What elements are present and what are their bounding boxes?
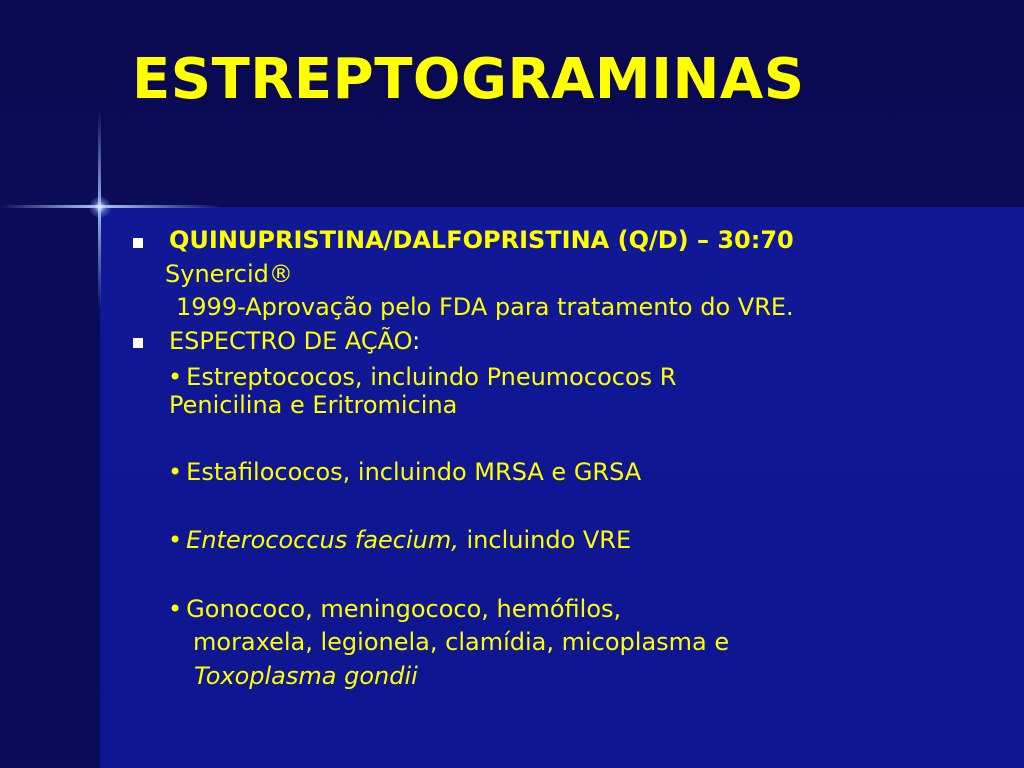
- drug-heading: QUINUPRISTINA/DALFOPRISTINA (Q/D) – 30:70: [169, 226, 794, 254]
- spectrum-heading: [169, 326, 420, 356]
- spectrum-heading-colon: :: [412, 327, 421, 355]
- bullet-dot-icon: •: [168, 526, 183, 554]
- list-item-continuation: Penicilina e Eritromicina: [169, 391, 458, 419]
- list-item-text: Estafilococos, incluindo MRSA e GRSA: [186, 458, 642, 486]
- brand-name: Synercid®: [165, 260, 293, 288]
- light-flare-star-icon: [89, 196, 111, 218]
- spectrum-heading-text: ESPECTRO DE AÇÃO: [169, 327, 413, 355]
- list-item-text: Estreptococos, incluindo Pneumococos R: [186, 363, 677, 391]
- slide-title: ESTREPTOGRAMINAS: [132, 47, 805, 112]
- square-bullet-icon: [133, 338, 143, 348]
- list-item-text: Gonococo, meningococo, hemófilos,: [186, 595, 622, 623]
- square-bullet-icon: [133, 238, 143, 248]
- left-band: [0, 207, 100, 768]
- list-item: [168, 457, 641, 487]
- bullet-dot-icon: •: [168, 595, 183, 623]
- list-item-continuation: moraxela, legionela, clamídia, micoplasma e: [193, 628, 730, 656]
- list-item-text: incluindo VRE: [458, 526, 632, 554]
- list-item: [168, 594, 621, 624]
- bullet-dot-icon: •: [168, 458, 183, 486]
- species-name: Enterococcus faecium,: [186, 526, 459, 554]
- bullet-dot-icon: •: [168, 363, 183, 391]
- approval-note: 1999-Aprovação pelo FDA para tratamento do VRE.: [176, 293, 794, 321]
- species-name: Toxoplasma gondii: [194, 662, 418, 690]
- list-item: [168, 362, 676, 392]
- list-item: [168, 525, 631, 555]
